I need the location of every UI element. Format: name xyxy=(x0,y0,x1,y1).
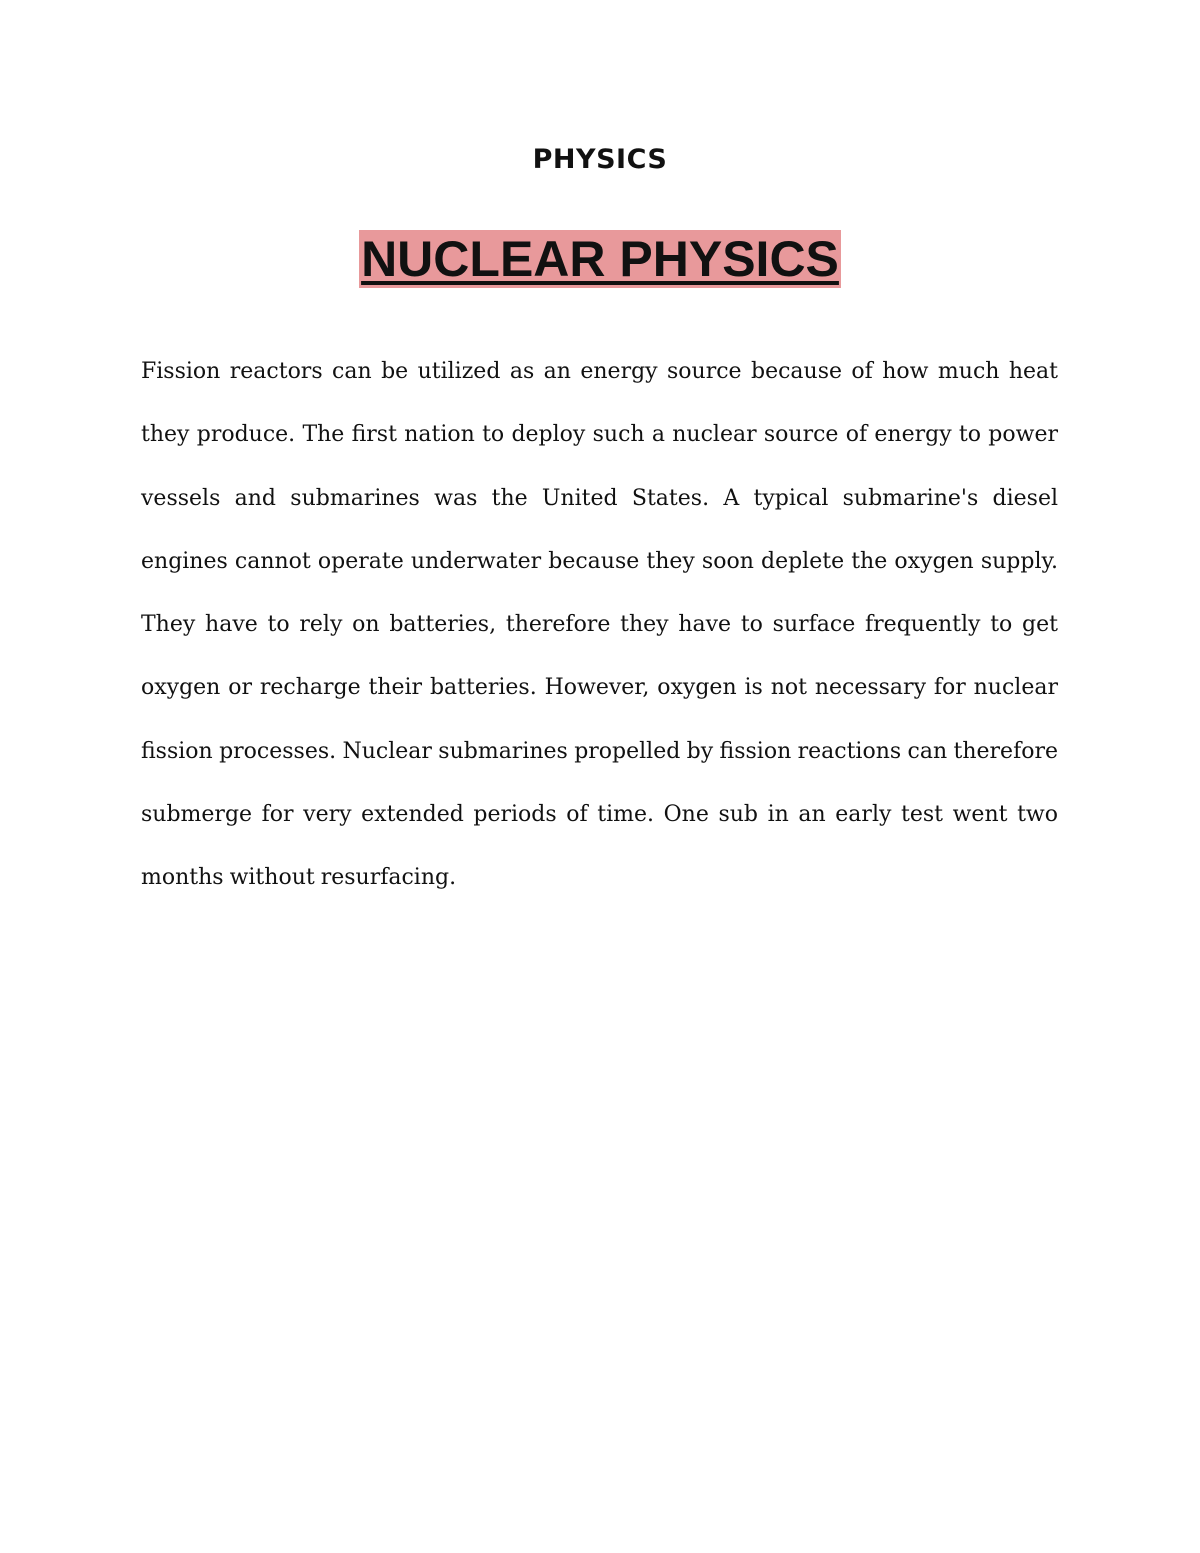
subject-heading: PHYSICS xyxy=(532,144,668,175)
title-container xyxy=(0,230,1200,288)
document-title: NUCLEAR PHYSICS xyxy=(361,231,839,287)
body-paragraph: Fission reactors can be utilized as an energy source because of how much heat they produce. The first nation to deploy such a nuclear source of energy to power vessels and submarines was the United States. A typical submarine's diesel engines cannot operate underwater because they soon deplete the oxygen supply. They have to rely on batteries, therefore they have to surface frequently to get oxygen or recharge their batteries. However, oxygen is not necessary for nuclear fission processes. Nuclear submarines propelled by fission reactions can therefore submerge for very extended periods of time. One sub in an early test went two months without resurfacing. xyxy=(141,359,1058,891)
